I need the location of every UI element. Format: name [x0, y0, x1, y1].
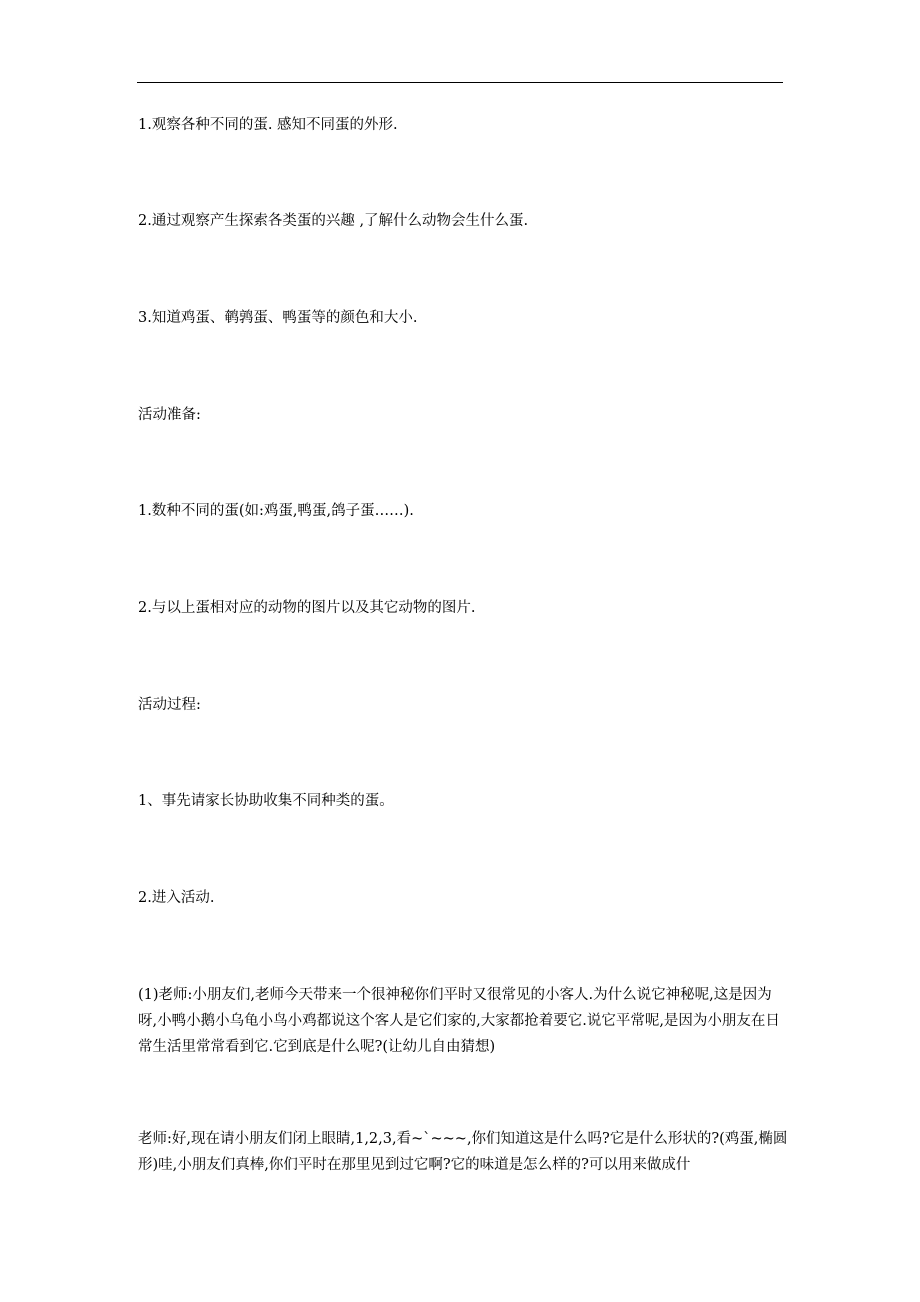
process-paragraph-2: 老师:好,现在请小朋友们闭上眼睛,1,2,3,看~`~~~,你们知道这是什么吗?它是什么形状的?(鸡蛋,椭圆形)哇,小朋友们真棒,你们平时在那里见到过它啊?它的味道是怎么样的?可以用来做成什	[138, 1131, 788, 1173]
section-heading-preparation: 活动准备:	[138, 407, 201, 423]
objective-1: 1.观察各种不同的蛋. 感知不同蛋的外形.	[138, 117, 398, 133]
process-step-1: 1、事先请家长协助收集不同种类的蛋。	[138, 793, 394, 809]
process-paragraph-1: (1)老师:小朋友们,老师今天带来一个很神秘你们平时又很常见的小客人.为什么说它神秘呢,这是因为呀,小鸭小鹅小乌龟小鸟小鸡都说这个客人是它们家的,大家都抢着要它.说它平常呢,是因为小朋友在日常生活里常常看到它.它到底是什么呢?(让幼儿自由猜想)	[138, 987, 780, 1055]
process-step-2: 2.进入活动.	[138, 890, 215, 906]
objective-2: 2.通过观察产生探索各类蛋的兴趣 ,了解什么动物会生什么蛋.	[138, 213, 529, 229]
section-heading-process: 活动过程:	[138, 697, 201, 713]
objective-3: 3.知道鸡蛋、鹌鹑蛋、鸭蛋等的颜色和大小.	[138, 310, 418, 326]
preparation-1: 1.数种不同的蛋(如:鸡蛋,鸭蛋,鸽子蛋……).	[138, 503, 414, 519]
header-rule	[137, 82, 783, 83]
preparation-2: 2.与以上蛋相对应的动物的图片以及其它动物的图片.	[138, 600, 476, 616]
